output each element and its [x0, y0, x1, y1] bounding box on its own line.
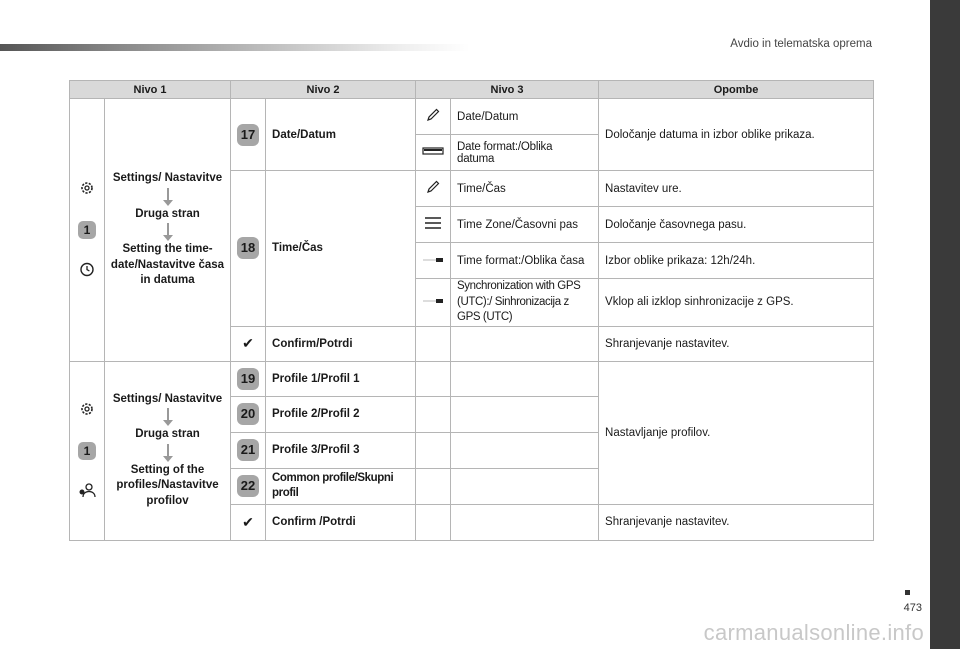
table-row	[70, 361, 874, 396]
empty-cell	[416, 504, 451, 540]
number-badge: 21	[237, 439, 259, 461]
level1-steps	[105, 361, 231, 540]
note-time: Nastavitev ure.	[599, 171, 874, 207]
note-confirm: Shranjevanje nastavitev.	[599, 504, 874, 540]
number-badge: 20	[237, 403, 259, 425]
number-badge: 22	[237, 475, 259, 497]
level1-steps	[105, 99, 231, 362]
table-header-row	[70, 81, 874, 99]
list-icon	[424, 221, 442, 233]
row-badge-cell	[231, 99, 266, 171]
level2-profile-1: Profile 1/Profil 1	[266, 361, 416, 396]
row-badge-cell	[231, 396, 266, 432]
empty-cell	[451, 432, 599, 468]
empty-cell	[416, 432, 451, 468]
header-level2: Nivo 2	[231, 81, 416, 99]
level1-icons	[70, 361, 105, 540]
page-marker	[905, 590, 910, 595]
step-second-page: Druga stran	[135, 428, 200, 441]
row-badge-cell	[231, 468, 266, 504]
watermark-text: carmanualsonline.info	[703, 620, 924, 645]
level3-icon-cell	[416, 171, 451, 207]
empty-cell	[416, 361, 451, 396]
checkmark-icon: ✔	[242, 335, 254, 352]
step-settings: Settings/ Nastavitve	[112, 392, 223, 405]
level2-time: Time/Čas	[266, 171, 416, 327]
level3-date-format: Date format:/Oblika datuma	[451, 135, 599, 171]
section-title: Avdio in telematska oprema	[730, 38, 872, 50]
confirm-icon-cell	[231, 326, 266, 361]
level3-time-zone: Time Zone/Časovni pas	[451, 207, 599, 243]
note-time-zone: Določanje časovnega pasu.	[599, 207, 874, 243]
header-level1: Nivo 1	[70, 81, 231, 99]
level3-date: Date/Datum	[451, 99, 599, 135]
toggle-icon	[422, 255, 444, 267]
level2-profile-3: Profile 3/Profil 3	[266, 432, 416, 468]
profile-icon	[78, 482, 96, 501]
level2-confirm: Confirm/Potrdi	[266, 326, 416, 361]
number-badge: 18	[237, 237, 259, 259]
level2-date: Date/Datum	[266, 99, 416, 171]
step-badge: 1	[78, 442, 96, 460]
row-badge-cell	[231, 361, 266, 396]
row-badge-cell	[231, 171, 266, 327]
header-gradient-bar	[0, 44, 470, 51]
confirm-icon-cell	[231, 504, 266, 540]
header-level3: Nivo 3	[416, 81, 599, 99]
empty-cell	[451, 504, 599, 540]
level2-common-profile: Common profile/Skupni profil	[266, 468, 416, 504]
step-badge: 1	[78, 221, 96, 239]
level3-icon-cell	[416, 207, 451, 243]
level2-confirm: Confirm /Potrdi	[266, 504, 416, 540]
gear-icon	[79, 180, 95, 199]
level3-time: Time/Čas	[451, 171, 599, 207]
arrow-down-icon	[109, 444, 226, 462]
empty-cell	[416, 396, 451, 432]
note-date: Določanje datuma in izbor oblike prikaza.	[599, 99, 874, 171]
level2-profile-2: Profile 2/Profil 2	[266, 396, 416, 432]
empty-cell	[416, 326, 451, 361]
arrow-down-icon	[109, 408, 226, 426]
table-row	[70, 99, 874, 135]
format-bar-icon	[422, 147, 444, 159]
page-number: 473	[903, 602, 922, 614]
empty-cell	[451, 361, 599, 396]
empty-cell	[451, 326, 599, 361]
level3-icon-cell	[416, 99, 451, 135]
side-strip	[930, 0, 960, 649]
level3-time-format: Time format:/Oblika časa	[451, 243, 599, 279]
level3-gps-sync: Synchronization with GPS (UTC):/ Sinhronizacija z GPS (UTC)	[451, 279, 599, 327]
empty-cell	[416, 468, 451, 504]
level3-icon-cell	[416, 135, 451, 171]
step-profiles: Setting of the profiles/Nastavitve profilov	[116, 463, 219, 507]
number-badge: 17	[237, 124, 259, 146]
number-badge: 19	[237, 368, 259, 390]
level3-icon-cell	[416, 243, 451, 279]
pencil-icon	[425, 186, 441, 198]
pencil-icon	[425, 114, 441, 126]
settings-table	[69, 80, 874, 541]
arrow-down-icon	[109, 188, 226, 206]
note-gps-sync: Vklop ali izklop sinhronizacije z GPS.	[599, 279, 874, 327]
step-second-page: Druga stran	[135, 207, 200, 220]
note-time-format: Izbor oblike prikaza: 12h/24h.	[599, 243, 874, 279]
empty-cell	[451, 468, 599, 504]
toggle-icon	[422, 296, 444, 308]
arrow-down-icon	[109, 223, 226, 241]
step-time-date: Setting the time-date/Nastavitve časa in datuma	[110, 243, 225, 287]
checkmark-icon: ✔	[242, 513, 254, 530]
header-notes: Opombe	[599, 81, 874, 99]
note-confirm: Shranjevanje nastavitev.	[599, 326, 874, 361]
step-settings: Settings/ Nastavitve	[112, 171, 223, 184]
row-badge-cell	[231, 432, 266, 468]
level1-icons	[70, 99, 105, 362]
empty-cell	[451, 396, 599, 432]
level3-icon-cell	[416, 279, 451, 327]
clock-icon	[79, 261, 95, 280]
gear-icon	[79, 401, 95, 420]
note-profiles: Nastavljanje profilov.	[599, 361, 874, 504]
